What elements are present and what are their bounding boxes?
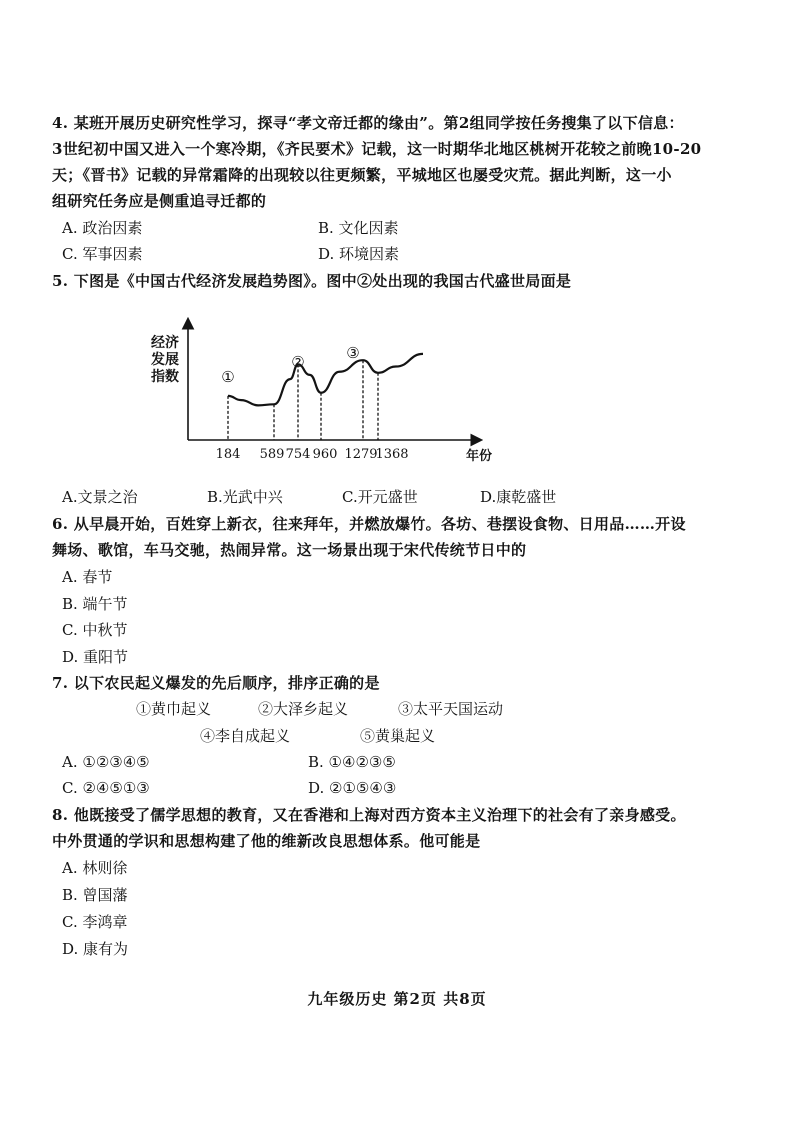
- period-marker: ③: [346, 344, 360, 362]
- q7-item-4: ④李自成起义: [200, 727, 291, 745]
- q4-option-a[interactable]: A. 政治因素: [62, 219, 143, 237]
- q6-option-d[interactable]: D. 重阳节: [62, 648, 129, 666]
- q7-option-c[interactable]: C. ②④⑤①③: [62, 779, 150, 797]
- q4-option-d[interactable]: D. 环境因素: [318, 245, 400, 263]
- y-axis-label-char: 济: [165, 335, 179, 351]
- q7-stem-line1: 7. 以下农民起义爆发的先后顺序，排序正确的是: [52, 674, 380, 692]
- q6-option-a[interactable]: A. 春节: [62, 568, 113, 586]
- q5-stem-line1: 5. 下图是《中国古代经济发展趋势图》。图中②处出现的我国古代盛世局面是: [52, 272, 572, 290]
- economic-trend-chart: [148, 312, 498, 477]
- series-line: [228, 354, 423, 405]
- q5-option-b[interactable]: B.光武中兴: [207, 488, 283, 506]
- tick-labels: [216, 447, 409, 462]
- q6-stem-line2: 舞场、歌馆，车马交驰，热闹异常。这一场景出现于宋代传统节日中的: [52, 541, 527, 559]
- x-axis-label: 年份: [466, 449, 493, 464]
- tick-label: 1279: [344, 447, 378, 462]
- period-marker: ②: [291, 353, 305, 371]
- tick-label: 589: [259, 447, 285, 462]
- q7-option-b[interactable]: B. ①④②③⑤: [308, 753, 396, 771]
- q6-option-b[interactable]: B. 端午节: [62, 595, 128, 613]
- q8-option-c[interactable]: C. 李鸿章: [62, 913, 128, 931]
- tick-label: 1368: [375, 447, 409, 462]
- q8-stem-line2: 中外贯通的学识和思想构建了他的维新改良思想体系。他可能是: [52, 832, 481, 850]
- q6-option-c[interactable]: C. 中秋节: [62, 621, 128, 639]
- drop-lines: [228, 360, 378, 440]
- y-axis-label: [150, 334, 179, 385]
- y-axis-label-char: 数: [165, 369, 179, 385]
- y-axis-label-char: 展: [165, 352, 179, 368]
- q6-stem-line1: 6. 从早晨开始，百姓穿上新衣，往来拜年，并燃放爆竹。各坊、巷摆设食物、日用品……开设: [52, 515, 686, 533]
- tick-label: 184: [215, 447, 241, 462]
- q7-item-2: ②大泽乡起义: [258, 700, 349, 718]
- q7-item-5: ⑤黄巢起义: [360, 727, 436, 745]
- y-axis-label-char: 经: [151, 335, 165, 351]
- q8-stem-line1: 8. 他既接受了儒学思想的教育，又在香港和上海对西方资本主义治理下的社会有了亲身感受。: [52, 806, 686, 824]
- q7-option-a[interactable]: A. ①②③④⑤: [62, 753, 150, 771]
- q4-stem-line1: 4. 某班开展历史研究性学习，探寻“孝文帝迁都的缘由”。第2组同学按任务搜集了以下信息：: [52, 114, 684, 132]
- q5-option-d[interactable]: D.康乾盛世: [480, 488, 557, 506]
- q8-option-b[interactable]: B. 曾国藩: [62, 886, 128, 904]
- period-marker: ①: [221, 368, 235, 386]
- q4-option-b[interactable]: B. 文化因素: [318, 219, 399, 237]
- q8-option-d[interactable]: D. 康有为: [62, 940, 129, 958]
- y-axis-label-char: 发: [151, 352, 165, 368]
- q7-item-1: ①黄巾起义: [136, 700, 212, 718]
- q8-option-a[interactable]: A. 林则徐: [62, 859, 128, 877]
- q5-option-c[interactable]: C.开元盛世: [342, 488, 418, 506]
- y-axis-label-char: 指: [151, 369, 165, 385]
- q4-option-c[interactable]: C. 军事因素: [62, 245, 143, 263]
- q4-stem-line2: 3世纪初中国又进入一个寒冷期，《齐民要术》记载，这一时期华北地区桃树开花较之前晚10-20: [52, 140, 702, 158]
- tick-label: 960: [312, 447, 338, 462]
- q7-option-d[interactable]: D. ②①⑤④③: [308, 779, 397, 797]
- tick-label: 754: [285, 447, 311, 462]
- q4-stem-line3: 天；《晋书》记载的异常霜降的出现较以往更频繁，平城地区也屡受灾荒。据此判断，这一小: [52, 166, 672, 184]
- page-footer: 九年级历史 第2页 共8页: [307, 990, 487, 1008]
- q7-item-3: ③太平天国运动: [398, 700, 504, 718]
- q5-option-a[interactable]: A.文景之治: [62, 488, 138, 506]
- q4-stem-line4: 组研究任务应是侧重追寻迁都的: [52, 192, 267, 210]
